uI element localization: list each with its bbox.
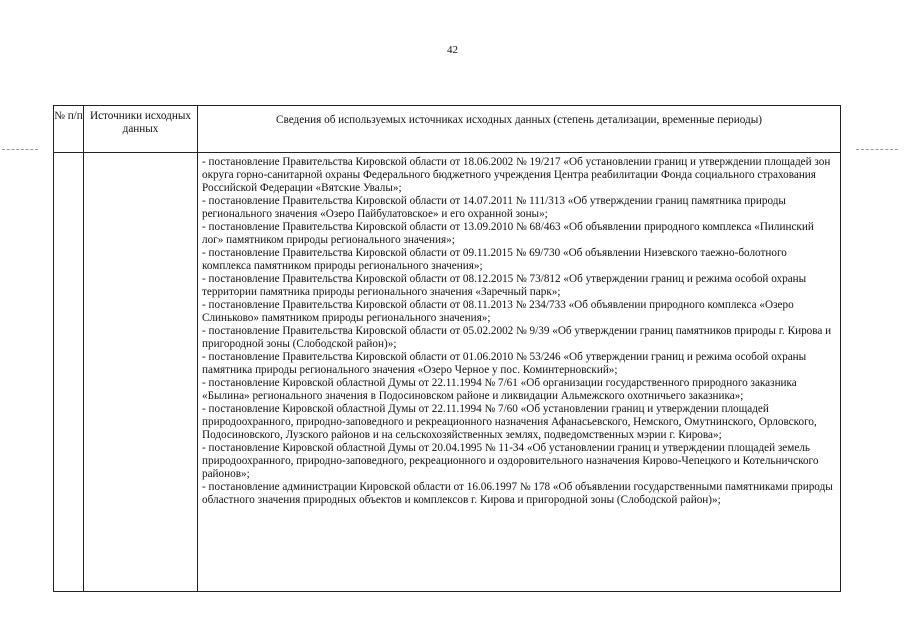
page-number: 42 (447, 44, 458, 56)
list-item: - постановление Правительства Кировской области от 08.12.2015 № 73/812 «Об утверждении границ и режима особой охраны территории памятника природы регионального значения «Заречный парк»; (202, 273, 807, 298)
list-item: - постановление Кировской областной Думы от 22.11.1994 № 7/61 «Об организации государственного природного заказника «Былина» регионального значения в Подосиновском районе и ликвидации Альмежского охотничьего заказника»; (202, 377, 797, 402)
cell-number (54, 153, 84, 592)
list-item: - постановление Кировской областной Думы от 22.11.1994 № 7/60 «Об установлении границ и утверждении площадей природоохранного, природно-заповедного и рекреационного назначения Афанасьевского, Немского, Омутнинского, Орловского, Подосиновского, Лузского районов и на сельскохозяйственных землях, подведомственных мэрии г. Кирова»; (202, 403, 817, 441)
list-item: - постановление Правительства Кировской области от 14.07.2011 № 111/313 «Об утверждении границ памятника природы регионального значения «Озеро Пайбулатовское» и его охранной зоны»; (202, 195, 786, 220)
table-row (54, 153, 841, 592)
list-item: - постановление Правительства Кировской области от 18.06.2002 № 19/217 «Об установлении границ и утверждении площадей зон округа горно-санитарной охраны Федерального бюджетного учреждения Центра реабилитации Фонда социального страхования Российской Федерации «Вятские Увалы»; (202, 156, 831, 194)
margin-dash-right (856, 149, 898, 150)
cell-info (198, 153, 841, 592)
list-item: - постановление Кировской областной Думы от 20.04.1995 № 11-34 «Об установлении границ и утверждении площадей земель природоохранного, природно-заповедного, рекреационного и оздоровительного назначения Кирово-Чепецкого и Котельничского районов»; (202, 442, 819, 480)
list-item: - постановление Правительства Кировской области от 13.09.2010 № 68/463 «Об объявлении природного комплекса «Пилинский лог» памятником природы регионального значения»; (202, 221, 814, 246)
margin-dash-left (2, 149, 38, 150)
list-item: - постановление Правительства Кировской области от 09.11.2015 № 69/730 «Об объявлении Низевского таежно-болотного комплекса памятником природы регионального значения»; (202, 247, 787, 272)
header-number: № п/п (54, 106, 84, 153)
header-info: Сведения об используемых источниках исходных данных (степень детализации, временные периоды) (198, 106, 841, 153)
header-sources: Источники исходных данных (84, 106, 198, 153)
table-header-row (54, 106, 841, 153)
list-item: - постановление Правительства Кировской области от 08.11.2013 № 234/733 «Об объявлении природного комплекса «Озеро Слиньково» памятником природы регионального значения»; (202, 299, 794, 324)
list-item: - постановление Правительства Кировской области от 05.02.2002 № 9/39 «Об утверждении границ памятников природы г. Кирова и пригородной зоны (Слободской район)»; (202, 325, 832, 350)
list-item: - постановление Правительства Кировской области от 01.06.2010 № 53/246 «Об утверждении границ и режима особой охраны памятника природы регионального значения «Озеро Черное у пос. Коминтерновский»; (202, 351, 807, 376)
sources-table (53, 105, 841, 592)
cell-sources (84, 153, 198, 592)
list-item: - постановление администрации Кировской области от 16.06.1997 № 178 «Об объявлении государственными памятниками природы областного значения природных объектов и комплексов г. Кирова и пригородной зоны (Слободской район)»; (202, 481, 833, 506)
